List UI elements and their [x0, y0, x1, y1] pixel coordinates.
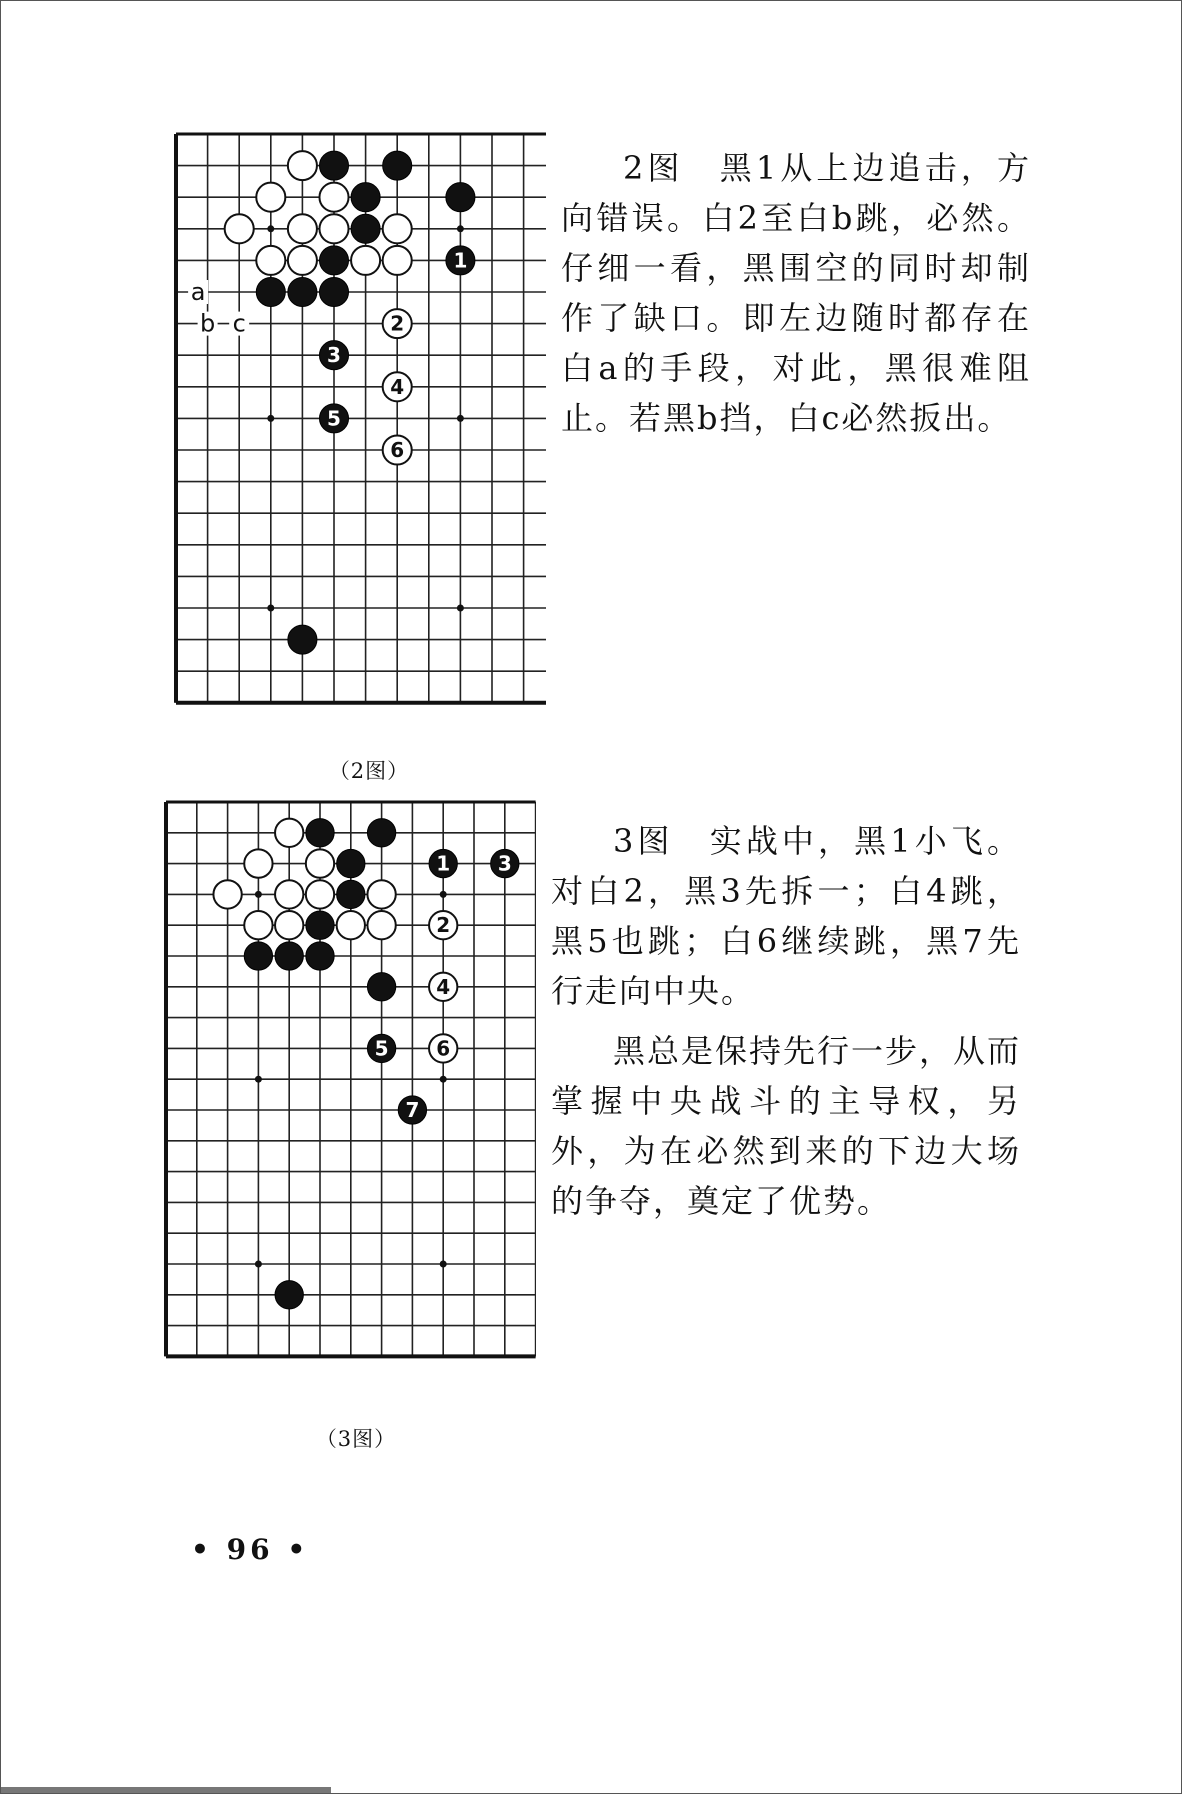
star-point — [267, 415, 274, 422]
move-number-label: 2 — [390, 311, 405, 336]
black-stone — [319, 277, 348, 306]
white-stone — [225, 214, 254, 243]
white-stone — [275, 911, 303, 939]
black-stone — [288, 277, 317, 306]
move-number-label: 4 — [390, 374, 405, 399]
move-number-label: 1 — [453, 248, 468, 273]
black-stone — [306, 819, 334, 847]
move-number-label: 2 — [436, 913, 451, 938]
black-stone — [306, 911, 334, 939]
black-stone — [244, 942, 272, 970]
white-stone — [275, 880, 303, 908]
black-stone — [367, 973, 395, 1001]
diagram-3-text-2: 黑总是保持先行一步，从而掌握中央战斗的主导权，另外，为在必然到来的下边大场的争夺，奠定了优势。 — [551, 1032, 1022, 1220]
black-stone — [256, 277, 285, 306]
star-point — [267, 225, 274, 232]
white-stone — [383, 246, 412, 275]
white-stone — [275, 819, 303, 847]
white-stone — [319, 214, 348, 243]
black-stone — [351, 183, 380, 212]
white-stone — [244, 849, 272, 877]
move-number-label: 3 — [497, 851, 512, 876]
go-board-3-svg — [156, 794, 536, 1414]
white-stone — [319, 183, 348, 212]
move-number-label: 3 — [327, 343, 341, 368]
page-number: • 96 • — [191, 1533, 310, 1566]
white-stone — [351, 246, 380, 275]
white-stone — [256, 246, 285, 275]
scan-edge-strip — [1, 1787, 331, 1793]
star-point — [457, 415, 464, 422]
go-diagram-2 — [166, 126, 546, 736]
edge-letter-label: a — [190, 278, 206, 306]
black-stone — [275, 942, 303, 970]
black-stone — [288, 625, 317, 654]
move-number-label: 1 — [436, 851, 451, 876]
white-stone — [213, 880, 241, 908]
move-number-label: 7 — [405, 1098, 420, 1122]
black-stone — [275, 1281, 303, 1309]
move-number-label: 5 — [374, 1036, 389, 1061]
white-stone — [244, 911, 272, 939]
move-number-label: 6 — [390, 438, 405, 462]
black-stone — [351, 214, 380, 243]
white-stone — [288, 214, 317, 243]
black-stone — [319, 151, 348, 180]
white-stone — [306, 880, 334, 908]
edge-letter-label: c — [232, 309, 246, 338]
move-number-label: 5 — [327, 406, 341, 431]
move-number-label: 6 — [436, 1036, 451, 1061]
diagram-3-text-1: 3图 实战中，黑1小飞。对白2，黑3先拆一；白4跳，黑5也跳；白6继续跳，黑7先行走向中央。 — [551, 822, 1021, 1010]
diagram-3-caption: （3图） — [315, 1427, 397, 1451]
go-diagram-3 — [156, 794, 536, 1414]
diagram-2-text: 2图 黑1从上边追击，方向错误。白2至白b跳，必然。仔细一看，黑围空的同时却制作了缺口。即左边随时都存在白a的手段，对此，黑很难阻止。若黑b挡，白c必然扳出。 — [561, 149, 1031, 437]
white-stone — [367, 880, 395, 908]
move-number-label: 4 — [436, 974, 451, 999]
white-stone — [367, 911, 395, 939]
star-point — [457, 225, 464, 232]
black-stone — [383, 151, 412, 180]
white-stone — [288, 246, 317, 275]
white-stone — [256, 183, 285, 212]
white-stone — [337, 911, 365, 939]
star-point — [255, 891, 262, 898]
star-point — [255, 1076, 262, 1083]
go-board-2-svg — [166, 126, 546, 736]
edge-letter-label: b — [199, 309, 216, 338]
black-stone — [337, 880, 365, 908]
white-stone — [306, 849, 334, 877]
star-point — [440, 1261, 447, 1268]
star-point — [267, 605, 274, 612]
star-point — [255, 1261, 262, 1268]
white-stone — [288, 151, 317, 180]
star-point — [457, 605, 464, 612]
star-point — [440, 1076, 447, 1083]
star-point — [440, 891, 447, 898]
black-stone — [367, 819, 395, 847]
black-stone — [337, 849, 365, 877]
black-stone — [306, 942, 334, 970]
diagram-2-caption: （2图） — [328, 759, 410, 783]
white-stone — [383, 214, 412, 243]
black-stone — [446, 183, 475, 212]
black-stone — [319, 246, 348, 275]
